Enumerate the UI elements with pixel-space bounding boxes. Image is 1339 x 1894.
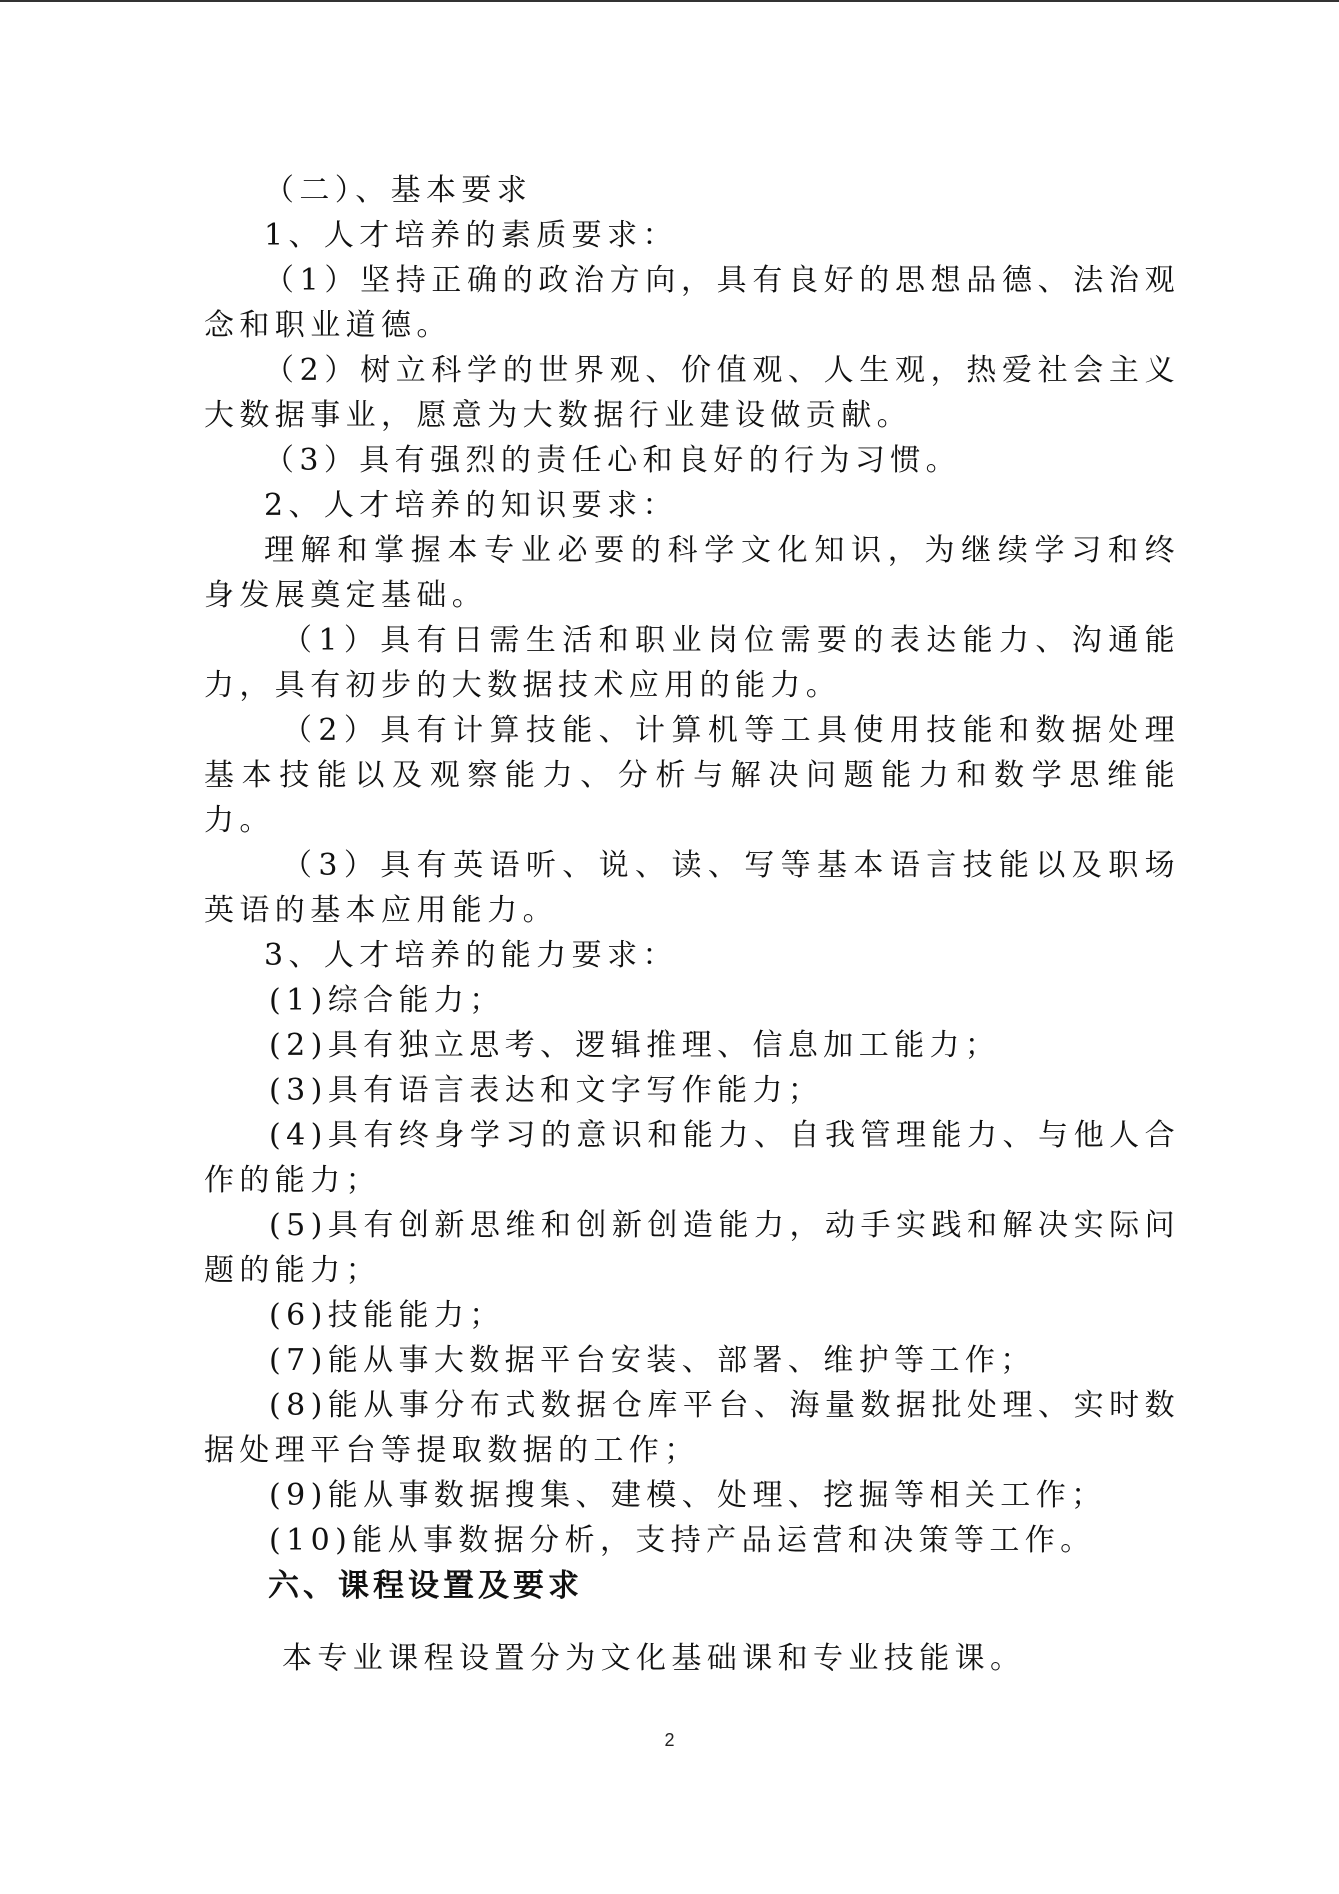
paragraph: （1）坚持正确的政治方向，具有良好的思想品德、法治观念和职业道德。 xyxy=(204,263,1180,343)
closing-paragraph: 本专业课程设置分为文化基础课和专业技能课。 xyxy=(282,1641,1026,1676)
list-heading-knowledge: 2、人才培养的知识要求： xyxy=(264,488,678,523)
paragraph: （2）树立科学的世界观、价值观、人生观，热爱社会主义大数据事业，愿意为大数据行业建设做贡献。 xyxy=(204,353,1180,433)
section-heading: 六、课程设置及要求 xyxy=(268,1568,583,1604)
paragraph: （2）具有计算技能、计算机等工具使用技能和数据处理基本技能以及观察能力、分析与解决问题能力和数学思维能力。 xyxy=(204,713,1180,838)
top-border-line xyxy=(0,0,1339,2)
list-item: (4)具有终身学习的意识和能力、自我管理能力、与他人合作的能力； xyxy=(204,1118,1180,1198)
paragraph: （1）具有日需生活和职业岗位需要的表达能力、沟通能力，具有初步的大数据技术应用的能力。 xyxy=(204,623,1180,703)
list-item: (9)能从事数据搜集、建模、处理、挖掘等相关工作； xyxy=(269,1478,1107,1513)
list-item: (8)能从事分布式数据仓库平台、海量数据批处理、实时数据处理平台等提取数据的工作； xyxy=(204,1388,1180,1468)
list-item: (5)具有创新思维和创新创造能力，动手实践和解决实际问题的能力； xyxy=(204,1208,1180,1288)
subsection-title: （二）、基本要求 xyxy=(264,173,533,208)
paragraph: （3）具有强烈的责任心和良好的行为习惯。 xyxy=(264,443,962,478)
list-item: (10)能从事数据分析，支持产品运营和决策等工作。 xyxy=(269,1523,1096,1558)
list-item: (6)技能能力； xyxy=(269,1298,505,1333)
paragraph: （3）具有英语听、说、读、写等基本语言技能以及职场英语的基本应用能力。 xyxy=(204,848,1180,928)
page-number: 2 xyxy=(664,1730,675,1750)
paragraph: 理解和掌握本专业必要的科学文化知识，为继续学习和终身发展奠定基础。 xyxy=(204,533,1180,613)
list-item: (2)具有独立思考、逻辑推理、信息加工能力； xyxy=(269,1028,1001,1063)
list-heading-ability: 3、人才培养的能力要求： xyxy=(264,938,678,973)
list-heading-quality: 1、人才培养的素质要求： xyxy=(264,218,678,253)
list-item: (1)综合能力； xyxy=(269,983,505,1018)
list-item: (7)能从事大数据平台安装、部署、维护等工作； xyxy=(269,1343,1036,1378)
body-text xyxy=(204,168,1180,1563)
list-item: (3)具有语言表达和文字写作能力； xyxy=(269,1073,824,1108)
